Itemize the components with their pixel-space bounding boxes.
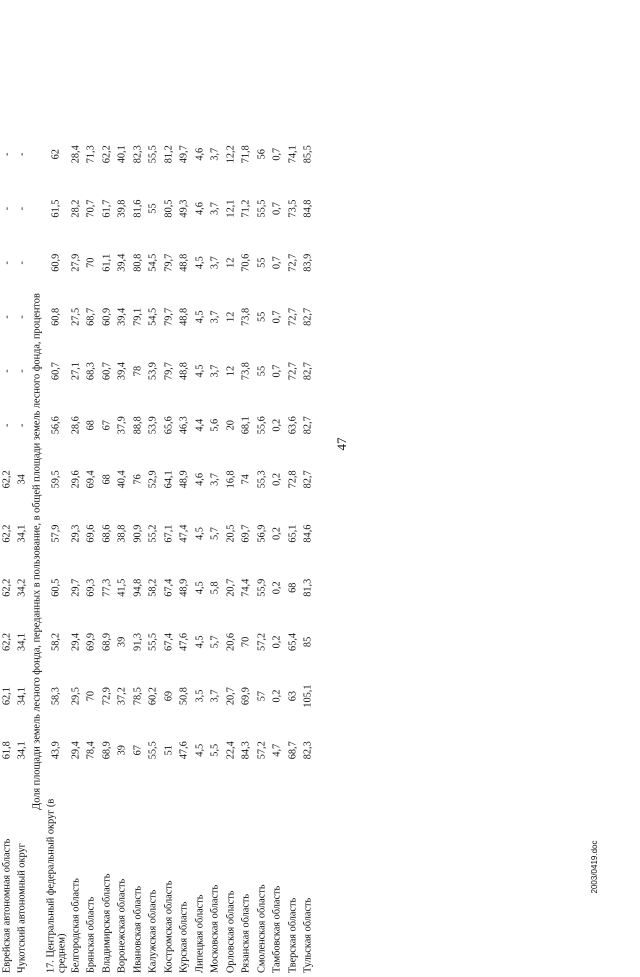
table-cell: 68,9 bbox=[101, 632, 112, 651]
section-title: Доля площади земель лесного фонда, переданных в пользование, в общей площади земель лесного фонда, процентов bbox=[31, 293, 42, 810]
table-cell: 28,4 bbox=[70, 145, 81, 164]
table-cell: 0,2 bbox=[271, 635, 283, 649]
table-cell: 40,4 bbox=[116, 470, 128, 489]
table-cell: 105,1 bbox=[302, 684, 314, 708]
table-cell: 68 bbox=[85, 420, 97, 431]
table-cell: 83,9 bbox=[302, 253, 314, 272]
table-cell: 3,7 bbox=[209, 472, 221, 486]
table-cell: 41,5 bbox=[116, 578, 128, 597]
table-cell: 55,3 bbox=[256, 470, 267, 489]
table-cell: 55,5 bbox=[147, 632, 159, 651]
table-cell: 4,5 bbox=[194, 743, 205, 757]
region-name: Рязанская область bbox=[240, 893, 252, 973]
table-cell: 80,8 bbox=[132, 253, 143, 272]
table-cell: 73,5 bbox=[287, 199, 298, 218]
table-cell: 88,8 bbox=[132, 416, 143, 435]
table-cell: - bbox=[1, 261, 12, 265]
table-cell: 82,7 bbox=[302, 470, 314, 489]
table-cell: 0,2 bbox=[271, 581, 283, 595]
table-cell: 3,7 bbox=[209, 310, 221, 324]
table-cell: 58,2 bbox=[147, 578, 159, 597]
region-name: Тамбовская область bbox=[271, 885, 283, 973]
table-cell: 82,3 bbox=[302, 741, 314, 760]
table-cell: 79,7 bbox=[163, 253, 174, 272]
table-cell: 28,6 bbox=[70, 416, 81, 435]
table-cell: 5,6 bbox=[209, 418, 221, 432]
table-cell: 54,5 bbox=[147, 253, 159, 272]
table-cell: 3,7 bbox=[209, 202, 221, 215]
table-cell: 64,1 bbox=[163, 470, 174, 489]
table-row bbox=[146, 127, 162, 976]
table-cell: - bbox=[1, 315, 12, 319]
table-cell: 46,3 bbox=[178, 416, 190, 435]
table-cell: 4,6 bbox=[194, 472, 205, 486]
table-cell: 69,9 bbox=[240, 687, 252, 706]
table-cell: 20,5 bbox=[225, 524, 236, 543]
region-name: Воронежская область bbox=[116, 878, 128, 973]
table-cell: 62,2 bbox=[101, 145, 112, 164]
table-cell: 55 bbox=[256, 311, 267, 323]
table-cell: 34 bbox=[16, 474, 28, 485]
table-cell: 4,5 bbox=[194, 527, 205, 541]
table-cell: 16,8 bbox=[225, 470, 236, 489]
table-cell: 48,8 bbox=[178, 307, 190, 326]
table-cell: 34,1 bbox=[16, 687, 28, 706]
table-cell: 22,4 bbox=[225, 741, 236, 760]
table-cell: 71,2 bbox=[240, 199, 252, 218]
table-cell: 91,3 bbox=[132, 632, 143, 651]
table-cell: - bbox=[1, 206, 12, 211]
table-row bbox=[192, 127, 208, 976]
table-cell: 72,8 bbox=[287, 470, 298, 489]
table-cell: 70 bbox=[85, 257, 97, 268]
region-name: Владимирская область bbox=[101, 873, 112, 973]
table-cell: - bbox=[16, 261, 28, 265]
table-cell: 55,9 bbox=[256, 578, 267, 597]
table-cell: 0,2 bbox=[271, 689, 283, 703]
section-body bbox=[30, 127, 68, 976]
table-cell: 48,9 bbox=[178, 470, 190, 489]
table-cell: 69,6 bbox=[85, 524, 97, 543]
table-cell: 0,2 bbox=[271, 527, 283, 541]
table-cell: 20 bbox=[225, 420, 236, 431]
table-cell: 79,1 bbox=[132, 307, 143, 326]
region-name: Чукотский автономный округ bbox=[16, 843, 28, 973]
table-cell: 50,8 bbox=[178, 687, 190, 706]
table-cell: - bbox=[16, 206, 28, 211]
table-cell: 4,5 bbox=[194, 581, 205, 595]
region-name: Белгородская область bbox=[70, 878, 81, 973]
table-cell: 37,9 bbox=[116, 416, 128, 435]
table-cell: 80,5 bbox=[163, 199, 174, 218]
table-cell: 4,4 bbox=[194, 418, 205, 432]
table-cell: 34,1 bbox=[16, 632, 28, 651]
table-cell: - bbox=[1, 152, 12, 156]
table-cell: 27,9 bbox=[70, 253, 81, 272]
region-name: Липецкая область bbox=[194, 894, 205, 973]
rows-group-1 bbox=[0, 127, 30, 976]
table-cell: - bbox=[16, 369, 28, 373]
table-cell: 47,6 bbox=[178, 741, 190, 760]
table-cell: 62,1 bbox=[1, 687, 12, 706]
table-cell: 0,2 bbox=[271, 418, 283, 432]
table-cell: 67 bbox=[132, 745, 143, 756]
table-cell: 76 bbox=[132, 474, 143, 485]
table-cell: 58,2 bbox=[50, 632, 62, 651]
table-row bbox=[223, 127, 239, 976]
table-cell: 4,5 bbox=[194, 364, 205, 378]
table-cell: 61,7 bbox=[101, 199, 112, 218]
district-name: 17. Центральный федеральный округ (в среднем) bbox=[45, 798, 67, 973]
table-cell: 3,7 bbox=[209, 256, 221, 270]
table-cell: 84,8 bbox=[302, 199, 314, 218]
table-cell: 68 bbox=[287, 582, 298, 593]
table-cell: 52,9 bbox=[147, 470, 159, 489]
table-cell: 90,9 bbox=[132, 524, 143, 543]
table-cell: 62,2 bbox=[1, 524, 12, 543]
table-cell: 53,9 bbox=[147, 416, 159, 435]
table-cell: - bbox=[1, 423, 12, 427]
table-cell: 29,7 bbox=[70, 578, 81, 597]
table-cell: 69,3 bbox=[85, 578, 97, 597]
table-cell: 60,7 bbox=[101, 362, 112, 381]
table-cell: 20,6 bbox=[225, 632, 236, 651]
table-cell: 39,4 bbox=[116, 307, 128, 326]
table-row bbox=[0, 127, 15, 976]
table-cell: 54,5 bbox=[147, 307, 159, 326]
table-cell: 74,4 bbox=[240, 578, 252, 597]
table-cell: 57,9 bbox=[50, 524, 62, 543]
table-cell: 48,8 bbox=[178, 253, 190, 272]
table-cell: 62,2 bbox=[1, 578, 12, 597]
table-row bbox=[115, 127, 131, 976]
table-cell: 55,6 bbox=[256, 416, 267, 435]
table-cell: 69,7 bbox=[240, 524, 252, 543]
table-cell: 39,4 bbox=[116, 362, 128, 381]
table-row bbox=[68, 127, 84, 976]
table-cell: 58,3 bbox=[50, 687, 62, 706]
table-cell: 20,7 bbox=[225, 578, 236, 597]
table-cell: 85 bbox=[302, 636, 314, 648]
table-cell: 68,3 bbox=[85, 362, 97, 381]
table-cell: 78,5 bbox=[132, 687, 143, 706]
table-cell: 12 bbox=[225, 257, 236, 268]
table-cell: 55 bbox=[256, 365, 267, 377]
table-cell: 81,2 bbox=[163, 145, 174, 164]
table-cell: 59,5 bbox=[50, 470, 62, 489]
section-row bbox=[30, 127, 44, 976]
table-cell: 4,6 bbox=[194, 147, 205, 161]
table-row bbox=[285, 127, 301, 976]
table-cell: - bbox=[16, 423, 28, 427]
table-cell: 84,3 bbox=[240, 741, 252, 760]
table-cell: 70,7 bbox=[85, 199, 97, 218]
footer-filename: 2003/0419.doc bbox=[590, 840, 599, 894]
table-cell: 56,6 bbox=[50, 416, 62, 435]
table-cell: 53,9 bbox=[147, 362, 159, 381]
table-cell: 0,7 bbox=[271, 147, 283, 161]
indicator-table bbox=[0, 127, 316, 977]
table-cell: 69,9 bbox=[85, 632, 97, 651]
table-cell: 5,7 bbox=[209, 635, 221, 649]
table-cell: 29,5 bbox=[70, 687, 81, 706]
table-cell: 82,7 bbox=[302, 416, 314, 435]
table-cell: 5,7 bbox=[209, 527, 221, 541]
table-cell: 70 bbox=[240, 636, 252, 648]
table-cell: 57 bbox=[256, 690, 267, 702]
region-name: Калужская область bbox=[147, 889, 159, 973]
table-cell: 79,7 bbox=[163, 307, 174, 326]
table-cell: 38,8 bbox=[116, 524, 128, 543]
table-cell: 60,2 bbox=[147, 687, 159, 706]
table-cell: 60,9 bbox=[101, 307, 112, 326]
table-cell: 3,7 bbox=[209, 364, 221, 378]
table-cell: 79,7 bbox=[163, 362, 174, 381]
table-cell: 62,2 bbox=[1, 470, 12, 489]
table-cell: 82,7 bbox=[302, 362, 314, 381]
table-cell: 72,7 bbox=[287, 362, 298, 381]
table-cell: 60,8 bbox=[50, 307, 62, 326]
table-cell: 34,1 bbox=[16, 741, 28, 760]
table-cell: 65,6 bbox=[163, 416, 174, 435]
table-cell: 67 bbox=[101, 420, 112, 431]
table-cell: 43,9 bbox=[50, 741, 62, 760]
table-cell: 29,6 bbox=[70, 470, 81, 489]
table-cell: 29,4 bbox=[70, 741, 81, 760]
table-row bbox=[84, 127, 100, 976]
table-row bbox=[301, 127, 317, 976]
table-row bbox=[99, 127, 115, 976]
table-cell: 63 bbox=[287, 690, 298, 702]
table-cell: 55,5 bbox=[256, 199, 267, 218]
table-cell: 48,9 bbox=[178, 578, 190, 597]
table-cell: 82,3 bbox=[132, 145, 143, 164]
table-cell: 0,7 bbox=[271, 256, 283, 270]
table-cell: 73,8 bbox=[240, 307, 252, 326]
table-cell: 49,7 bbox=[178, 145, 190, 164]
table-cell: 74,1 bbox=[287, 145, 298, 164]
table-cell: 69 bbox=[163, 690, 174, 702]
table-cell: 61,1 bbox=[101, 253, 112, 272]
table-cell: 0,7 bbox=[271, 364, 283, 378]
table-cell: 12,1 bbox=[225, 199, 236, 218]
table-cell: 4,6 bbox=[194, 202, 205, 215]
table-cell: 56 bbox=[256, 149, 267, 160]
table-cell: 72,7 bbox=[287, 307, 298, 326]
table-cell: 82,7 bbox=[302, 307, 314, 326]
table-row bbox=[239, 127, 255, 976]
table-cell: 94,8 bbox=[132, 578, 143, 597]
table-cell: 12 bbox=[225, 311, 236, 323]
table-cell: 68,9 bbox=[101, 741, 112, 760]
table-cell: 55 bbox=[256, 257, 267, 268]
table-cell: 60,7 bbox=[50, 362, 62, 381]
table-cell: 28,2 bbox=[70, 199, 81, 218]
table-cell: 47,4 bbox=[178, 524, 190, 543]
table-row-district bbox=[44, 127, 68, 976]
table-cell: - bbox=[16, 315, 28, 319]
table-cell: 57,2 bbox=[256, 741, 267, 760]
table-cell: 37,2 bbox=[116, 687, 128, 706]
table-cell: 81,3 bbox=[302, 578, 314, 597]
table-cell: 40,1 bbox=[116, 145, 128, 164]
table-cell: 70,6 bbox=[240, 253, 252, 272]
table-cell: 62,2 bbox=[1, 632, 12, 651]
table-cell: - bbox=[1, 369, 12, 373]
region-name: Московская область bbox=[209, 884, 221, 973]
table-cell: 71,8 bbox=[240, 145, 252, 164]
table-cell: 39,4 bbox=[116, 253, 128, 272]
table-cell: 72,9 bbox=[101, 687, 112, 706]
table-cell: 3,7 bbox=[209, 147, 221, 161]
region-name: Еврейская автономная область bbox=[1, 838, 12, 973]
table-cell: 49,3 bbox=[178, 199, 190, 218]
table-cell: 39 bbox=[116, 745, 128, 756]
table-cell: 85,5 bbox=[302, 145, 314, 164]
table-cell: 78,4 bbox=[85, 741, 97, 760]
table-cell: 0,2 bbox=[271, 472, 283, 486]
region-name: Тверская область bbox=[287, 897, 298, 973]
table-cell: 29,3 bbox=[70, 524, 81, 543]
table-cell: 39 bbox=[116, 636, 128, 648]
rotated-table-container bbox=[0, 127, 446, 977]
table-cell: 39,8 bbox=[116, 199, 128, 218]
table-cell: 4,5 bbox=[194, 635, 205, 649]
table-cell: 34,1 bbox=[16, 524, 28, 543]
table-cell: 67,1 bbox=[163, 524, 174, 543]
table-cell: 0,7 bbox=[271, 310, 283, 324]
table-cell: 65,1 bbox=[287, 524, 298, 543]
region-name: Орловская область bbox=[225, 890, 236, 973]
table-cell: 68,7 bbox=[85, 307, 97, 326]
region-name: Брянская область bbox=[85, 896, 97, 973]
region-name: Смоленская область bbox=[256, 884, 267, 973]
table-cell: 67,4 bbox=[163, 578, 174, 597]
region-name: Курская область bbox=[178, 901, 190, 973]
table-cell: 78 bbox=[132, 365, 143, 377]
table-cell: 0,7 bbox=[271, 202, 283, 215]
table-cell: 12,2 bbox=[225, 145, 236, 164]
table-cell: 68,7 bbox=[287, 741, 298, 760]
table-cell: - bbox=[16, 152, 28, 156]
table-row bbox=[177, 127, 193, 976]
table-row bbox=[254, 127, 270, 976]
table-cell: 72,7 bbox=[287, 253, 298, 272]
table-cell: 51 bbox=[163, 745, 174, 756]
table-cell: 65,4 bbox=[287, 632, 298, 651]
table-cell: 27,5 bbox=[70, 307, 81, 326]
table-cell: 12 bbox=[225, 365, 236, 377]
table-cell: 34,2 bbox=[16, 578, 28, 597]
table-cell: 60,9 bbox=[50, 253, 62, 272]
rows-group-2 bbox=[68, 127, 316, 976]
table-row bbox=[130, 127, 146, 976]
table-cell: 77,3 bbox=[101, 578, 112, 597]
table-cell: 29,4 bbox=[70, 632, 81, 651]
table-cell: 62 bbox=[50, 149, 62, 160]
table-cell: 67,4 bbox=[163, 632, 174, 651]
region-name: Ивановская область bbox=[132, 885, 143, 973]
table-cell: 73,8 bbox=[240, 362, 252, 381]
table-cell: 55,5 bbox=[147, 145, 159, 164]
table-cell: 55,2 bbox=[147, 524, 159, 543]
table-row bbox=[15, 127, 31, 976]
table-cell: 71,3 bbox=[85, 145, 97, 164]
table-cell: 27,1 bbox=[70, 362, 81, 381]
table-cell: 4,7 bbox=[271, 743, 283, 757]
table-cell: 68,6 bbox=[101, 524, 112, 543]
table-cell: 63,6 bbox=[287, 416, 298, 435]
page-number: 47 bbox=[334, 437, 349, 451]
table-cell: 47,6 bbox=[178, 632, 190, 651]
table-cell: 81,6 bbox=[132, 199, 143, 218]
table-cell: 55 bbox=[147, 203, 159, 214]
table-cell: 68,1 bbox=[240, 416, 252, 435]
table-cell: 48,8 bbox=[178, 362, 190, 381]
table-cell: 55,5 bbox=[147, 741, 159, 760]
table-cell: 70 bbox=[85, 690, 97, 702]
table-cell: 3,5 bbox=[194, 689, 205, 703]
table-row bbox=[270, 127, 286, 976]
table-cell: 61,8 bbox=[1, 741, 12, 760]
table-cell: 3,7 bbox=[209, 689, 221, 703]
table-cell: 56,9 bbox=[256, 524, 267, 543]
region-name: Костромская область bbox=[163, 880, 174, 973]
table-cell: 84,6 bbox=[302, 524, 314, 543]
table-row bbox=[161, 127, 177, 976]
table-cell: 4,5 bbox=[194, 310, 205, 324]
table-cell: 68 bbox=[101, 474, 112, 485]
table-cell: 4,5 bbox=[194, 256, 205, 270]
table-cell: 5,8 bbox=[209, 581, 221, 595]
table-row bbox=[208, 127, 224, 976]
region-name: Тульская область bbox=[302, 897, 314, 973]
table-cell: 74 bbox=[240, 474, 252, 485]
table-cell: 57,2 bbox=[256, 632, 267, 651]
table-cell: 61,5 bbox=[50, 199, 62, 218]
table-cell: 69,4 bbox=[85, 470, 97, 489]
table-cell: 5,5 bbox=[209, 743, 221, 757]
table-cell: 60,5 bbox=[50, 578, 62, 597]
table-cell: 20,7 bbox=[225, 687, 236, 706]
